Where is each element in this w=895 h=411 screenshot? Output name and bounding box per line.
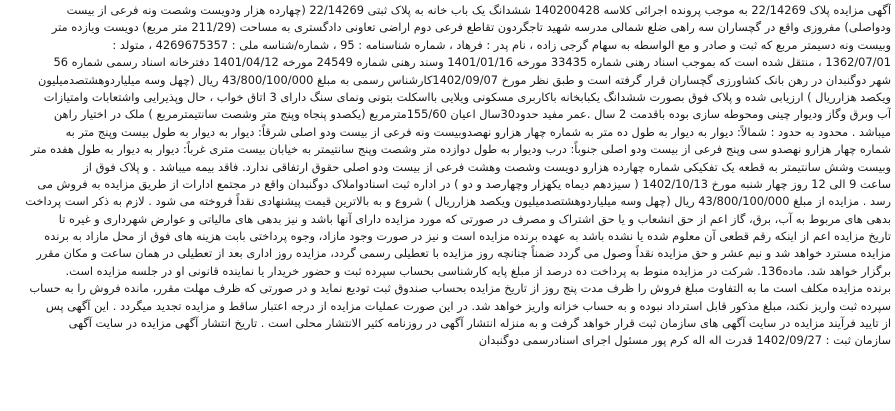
notice-line-18: سپرده ثبت واریز نکند، مبلغ مذکور قابل استرداد نبوده و به حساب خزانه واریز خواهد شد. در این صورت عملیات مزایده از درجه اعتبار ساقط و مزایده تجدید میگردد . این آگهی پس [45,298,891,313]
notice-line-14: تاریخ مزایده اعم از اینکه رقم قطعی آن معلوم شده یا نشده باشد به عهده برنده مزایده است و نیز در صورت وجود مازاد، وجوه پرداختی بابت هزینه های فوق از محل مازاد به برنده [44,229,891,244]
notice-line-6: ویکصد هزارریال ) ارزیابی شده و پلاک فوق بصورت ششدانگ یکبابخانه باکاربری مسکونی ویلایی بااسکلت بتونی ونمای سنگ دارای 3 اتاق خواب ، حال وپذیرایی واشتعابات وامتیازات [43,89,891,104]
notice-line-4: 1362/07/01 ، منتقل شده است که بموجب اسناد رهنی شماره 33435 مورخه 1401/01/16 وسند رهنی شماره 24549 مورخه 1401/04/12 دفترخانه اسناد رسمی شماره 56 [53,55,891,70]
notice-line-20: سازمان ثبت : 1402/09/27 قدرت اله اله کرم پور مسئول اجرای اسنادرسمی دوگنبدان [478,333,891,348]
notice-line-9: شماره چهار هزارو نهصدو سی وپنج فرعی از بیست ودو اصلی جنوباً: درب ودیوار به طول دوازده متر وشصت وپنج سانتیمتر به خیابان بیست متری غرباً: دیوار به دیوار به طول هفده متر [30,142,891,157]
notice-line-17: برنده مزایده مکلف است ما به التفاوت مبلغ فروش را ظرف مدت پنج روز از تاریخ مزایده بحساب صندوق ثبت تودیع نماید و در صورتی که ظرف مهلت مقرر، مانده فروش را به حساب [29,281,891,296]
notice-line-5: شهر دوگنبدان در رهن بانک کشاورزی گچساران قرار گرفته است و طبق نظر مورخ 1402/09/07کارشناس رسمی به مبلغ 43/800/100/000 ریال (چهل وسه میلیاردوهشتصدمیلیون [37,72,891,87]
notice-line-16: برگزار خواهد شد. ماده136. شرکت در مزایده منوط به پرداخت ده درصد از مبلغ پایه کارشناسی بحساب سپرده ثبت و حضور خریدار یا نماینده قانونی او در جلسه مزایده است. [65,263,891,278]
notice-line-7: آب وبرق وگاز ودیوار چینی ومحوطه سازی بوده باقدمت 2 سال .عمر مفید حدود30سال اعیان 155/60مترمربع (یکصدو پنجاه وپنج متر وشصت سانتیمترمربع ) ملک در اختیار راهن [53,107,891,122]
notice-line-3: وبیست ونه دسیمتر مربع که ثبت و صادر و مع الواسطه به سهام گرجی زاده ، نام پدر : فرهاد ، شماره شناسنامه : 95 ، شماره/شناسه ملی : 4269675357 ، متولد : [112,37,891,52]
notice-line-11: ساعت 9 الی 12 روز چهار شنبه مورخ 1402/10/13 ( سیزدهم دیماه یکهزار وچهارصد و دو ) در اداره ثبت اسنادواملاک دوگنبدان واقع در مجتمع ادارات از طریق مزایده به فروش می [37,176,891,191]
notice-line-12: رسد . مزایده از مبلغ 43/800/100/000 ریال (چهل وسه میلیاردوهشتصدمیلیون ویکصد هزارریال ) شروع و به بالاترین قیمت پیشنهادی نقداً فروخته می شود . لازم به ذکر است پرداخت [25,194,891,209]
notice-line-2: ودواصلی) مفروزی واقع در گچساران سه راهی ضلع شمالی مدرسه شهید تاجگردون تقاطع فرعی دوم اراضی تعاونی دادگستری به مساحت (211/29 متر مربع) دویست ویازده متر [51,20,891,35]
notice-line-13: بدهی های مربوط به آب، برق، گاز اعم از حق انشعاب و یا حق اشتراک و مصرف در صورتی که مورد مزایده دارای آنها باشد و نیز بدهی های مالیاتی و عوارض شهرداری و غیره تا [58,211,891,226]
notice-line-15: مزایده مسترد خواهد شد و نیم عشر و حق مزایده نقداً وصول می گردد ضمناً چنانچه روز مزایده با تعطیلی رسمی گردد، مزایده روز اداری بعد از تعطیلی در همان ساعت و مکان مقرر [36,246,891,261]
notice-line-1: آگهی مزایده پلاک 22/14269 به موجب پرونده اجرائی کلاسه 140200428 ششدانگ یک باب خانه به پلاک ثبتی 22/14269 (چهارده هزار ودویست وشصت ونه فرعی از بیست [66,3,891,17]
notice-line-19: از تایید فرآیند مزایده در سایت آگهی های سازمان ثبت قرار خواهد گرفت و به منزله انتشار آگهی در روزنامه کثیر الانتشار محلی است . تاریخ انتشار آگهی مزایده در سایت آگهی [68,316,891,331]
notice-line-8: میباشد . محدود به حدود : شمالاً: دیوار به دیوار به طول ده متر به شماره چهار هزارو نهصدوبیست ونه فرعی از بیست ودو اصلی شرقاً: دیوار به دیوار به طول بیست وپنج متر به [65,124,891,139]
notice-line-10: وبیست وشش سانتیمتر به قطعه یک تفکیکی شماره چهارده هزارو دویست وشصت وهشت فرعی از بیست ودو اصلی حقوق ارتفاقی ندارد. فاقد بیمه میباشد . و پلاک فوق از [83,159,891,174]
